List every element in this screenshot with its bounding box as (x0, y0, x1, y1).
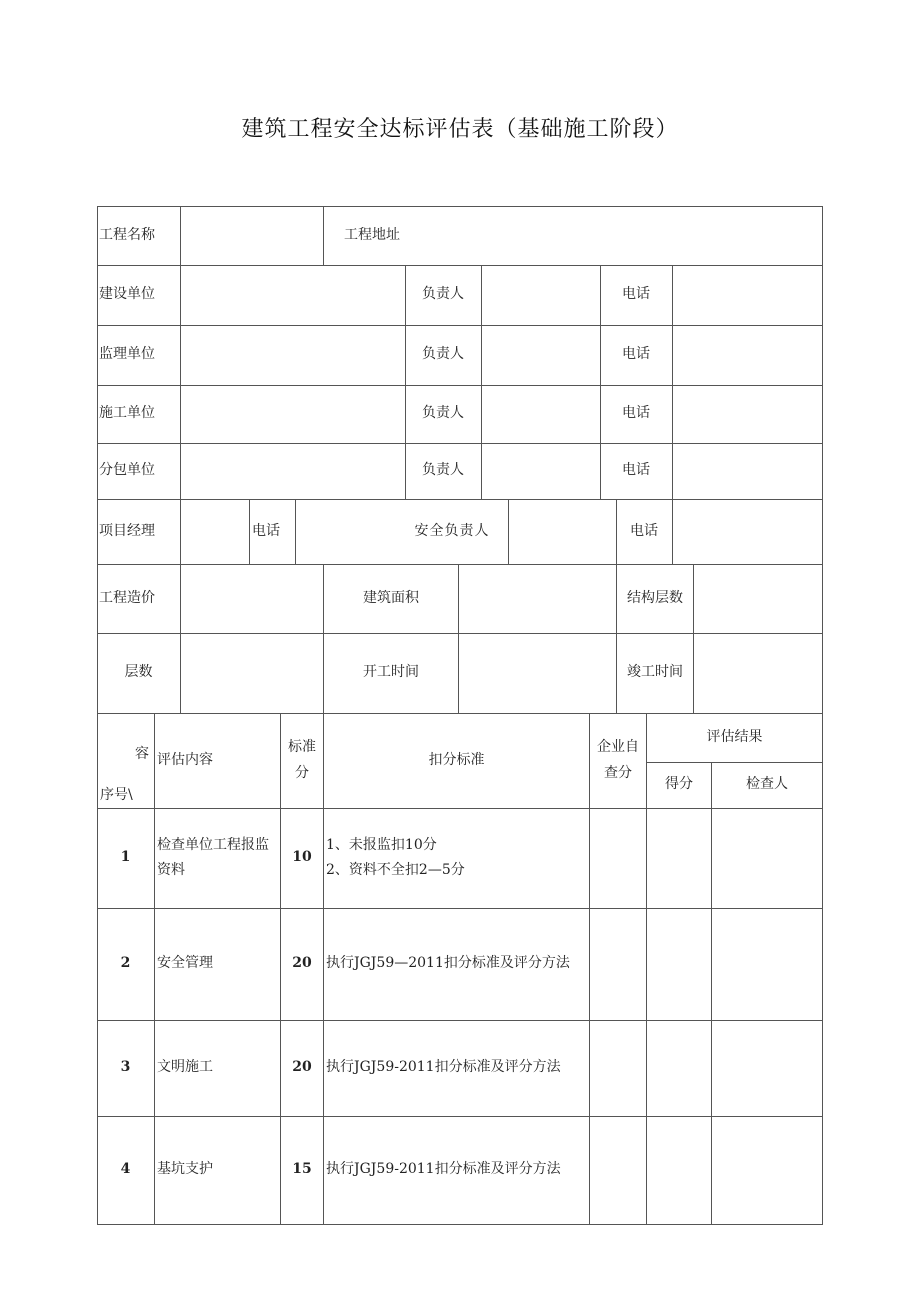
table-border-right (822, 206, 823, 1225)
end-time-value[interactable] (694, 633, 822, 713)
item-1-rule-2: 2、资料不全扣2—5分 (326, 862, 465, 878)
builder-value[interactable] (181, 265, 405, 325)
item-1-standard-score: 10 (292, 849, 312, 866)
page-title: 建筑工程安全达标评估表（基础施工阶段） (241, 117, 679, 142)
constructor-person-value[interactable] (482, 385, 600, 443)
item-4-seq: 4 (120, 1161, 131, 1178)
area-value[interactable] (459, 564, 616, 633)
start-time-value[interactable] (459, 633, 616, 713)
item-1-rule-1: 1、未报监扣10分 (326, 836, 437, 853)
label-supervisor-person: 负责人 (422, 346, 464, 363)
item-1-inspector-value[interactable] (712, 808, 822, 908)
subcontractor-value[interactable] (181, 443, 405, 499)
item-1-seq: 1 (120, 849, 131, 866)
item-2-score-value[interactable] (647, 908, 711, 1020)
label-supervisor-phone: 电话 (622, 346, 650, 363)
label-builder: 建设单位 (99, 286, 155, 303)
label-area: 建筑面积 (363, 589, 419, 606)
label-floors: 层数 (124, 664, 153, 681)
label-builder-person: 负责人 (422, 286, 464, 303)
item-3-content: 文明施工 (157, 1059, 213, 1076)
label-subcontractor: 分包单位 (99, 462, 155, 479)
safety-phone-value[interactable] (673, 499, 822, 564)
structure-floors-value[interactable] (694, 564, 822, 633)
builder-phone-value[interactable] (673, 265, 822, 325)
item-4-deduction-rule: 执行JGJ59-2011扣分标准及评分方法 (326, 1161, 561, 1178)
item-1-self-check-value[interactable] (590, 808, 646, 908)
builder-person-value[interactable] (482, 265, 600, 325)
label-subcontractor-person: 负责人 (422, 462, 464, 479)
label-manager-phone: 电话 (252, 522, 280, 539)
supervisor-phone-value[interactable] (673, 325, 822, 385)
item-3-deduction-rule: 执行JGJ59-2011扣分标准及评分方法 (326, 1059, 561, 1076)
label-start-time: 开工时间 (363, 664, 419, 681)
item-3-inspector-value[interactable] (712, 1020, 822, 1116)
subcontractor-phone-value[interactable] (673, 443, 822, 499)
manager-phone-value[interactable] (296, 499, 396, 564)
label-project-manager: 项目经理 (99, 522, 155, 539)
header-deduction-standard: 扣分标准 (428, 751, 485, 768)
item-2-standard-score: 20 (292, 955, 312, 972)
label-supervisor: 监理单位 (99, 346, 155, 363)
cost-value[interactable] (181, 564, 323, 633)
label-structure-floors: 结构层数 (627, 589, 683, 606)
constructor-value[interactable] (181, 385, 405, 443)
label-safety-phone: 电话 (630, 522, 658, 539)
item-1-deduction-rules (324, 808, 589, 908)
label-end-time: 竣工时间 (627, 664, 683, 681)
item-2-deduction-rule: 执行JGJ59—2011扣分标准及评分方法 (326, 955, 570, 972)
item-2-inspector-value[interactable] (712, 908, 822, 1020)
item-4-content: 基坑支护 (157, 1161, 213, 1178)
label-builder-phone: 电话 (622, 286, 650, 303)
header-content: 评估内容 (157, 751, 213, 768)
constructor-phone-value[interactable] (673, 385, 822, 443)
item-2-seq: 2 (120, 955, 131, 972)
label-subcontractor-phone: 电话 (622, 462, 650, 479)
label-cost: 工程造价 (99, 589, 155, 606)
supervisor-person-value[interactable] (482, 325, 600, 385)
label-constructor-phone: 电话 (622, 405, 650, 422)
item-3-score-value[interactable] (647, 1020, 711, 1116)
item-4-self-check-value[interactable] (590, 1116, 646, 1224)
safety-officer-value[interactable] (509, 499, 616, 564)
item-4-inspector-value[interactable] (712, 1116, 822, 1224)
item-2-content: 安全管理 (157, 955, 213, 972)
label-project-address: 工程地址 (344, 226, 400, 243)
header-seq-bottom: 序号\ (100, 787, 133, 804)
item-3-seq: 3 (120, 1059, 131, 1076)
subcontractor-person-value[interactable] (482, 443, 600, 499)
label-constructor-person: 负责人 (422, 405, 464, 422)
header-evaluation-result: 评估结果 (706, 728, 763, 745)
item-4-score-value[interactable] (647, 1116, 711, 1224)
header-standard-score: 标准分 (288, 739, 316, 781)
item-4-standard-score: 15 (292, 1161, 312, 1178)
project-name-value[interactable] (181, 206, 323, 265)
item-1-content: 检查单位工程报监资料 (157, 836, 269, 878)
header-score: 得分 (665, 776, 693, 793)
header-seq-top: 容 (135, 746, 149, 763)
item-3-standard-score: 20 (292, 1059, 312, 1076)
project-manager-value[interactable] (181, 499, 249, 564)
floors-value[interactable] (181, 633, 323, 713)
supervisor-value[interactable] (181, 325, 405, 385)
header-self-check: 企业自查分 (597, 739, 639, 781)
label-constructor: 施工单位 (99, 405, 155, 422)
table-border-bottom (97, 1224, 823, 1225)
label-safety-officer: 安全负责人 (414, 522, 490, 539)
item-3-self-check-value[interactable] (590, 1020, 646, 1116)
item-2-self-check-value[interactable] (590, 908, 646, 1020)
label-project-name: 工程名称 (99, 226, 155, 243)
item-1-score-value[interactable] (647, 808, 711, 908)
header-inspector: 检查人 (746, 776, 788, 793)
